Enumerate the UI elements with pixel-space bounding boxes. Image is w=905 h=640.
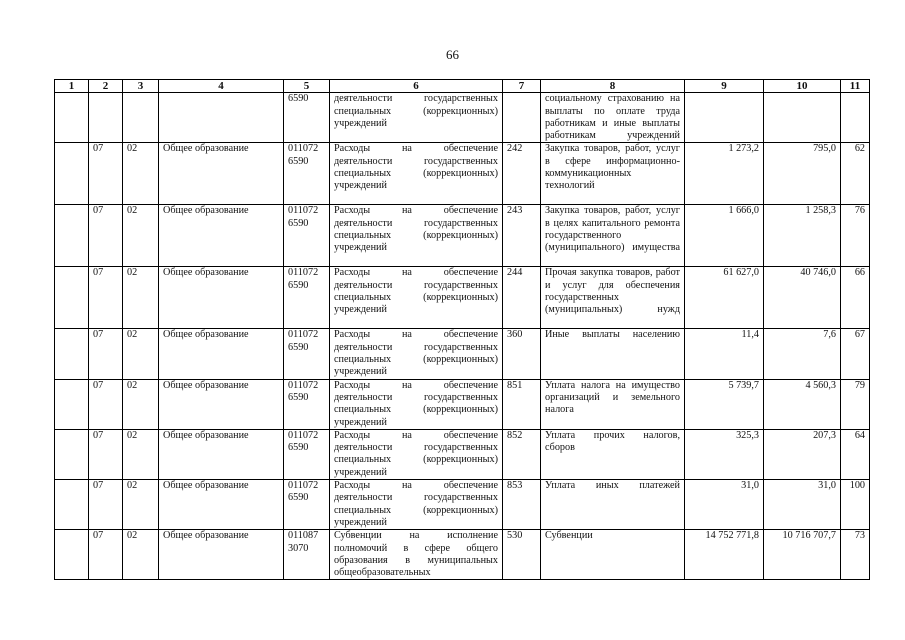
table-row — [55, 143, 870, 205]
cell-target-name: Субвенции на исполнение полномочий в сфере общего образования в муниципальных общеобразовательных — [330, 530, 503, 580]
cell-planned-amount: 14 752 771,8 — [685, 530, 764, 580]
cell-section: 07 — [89, 379, 123, 429]
cell-expense-name: Иные выплаты населению — [541, 329, 685, 379]
cell-target-name: деятельности государственных специальных (коррекционных) учреждений — [330, 93, 503, 143]
cell-section-name — [159, 93, 284, 143]
cell-executed-amount: 207,3 — [764, 429, 841, 479]
cell-subsection: 02 — [123, 143, 159, 205]
cell-subsection: 02 — [123, 205, 159, 267]
cell-execution-percent: 62 — [841, 143, 870, 205]
table-row — [55, 480, 870, 530]
col-header: 2 — [89, 80, 123, 93]
cell-execution-percent: 67 — [841, 329, 870, 379]
table-row — [55, 93, 870, 143]
cell-col1 — [55, 267, 89, 329]
cell-subsection: 02 — [123, 329, 159, 379]
cell-col1 — [55, 143, 89, 205]
cell-planned-amount — [685, 93, 764, 143]
cell-target-name: Расходы на обеспечение деятельности государственных специальных (коррекционных) учреждений — [330, 429, 503, 479]
table-row — [55, 530, 870, 580]
cell-target-code: 011072 6590 — [284, 329, 330, 379]
cell-subsection: 02 — [123, 379, 159, 429]
cell-expense-name: Закупка товаров, работ, услуг в сфере информационно-коммуникационных технологий — [541, 143, 685, 205]
cell-planned-amount: 325,3 — [685, 429, 764, 479]
cell-section — [89, 93, 123, 143]
cell-expense-name: Закупка товаров, работ, услуг в целях капитального ремонта государственного (муниципального) имущества — [541, 205, 685, 267]
cell-execution-percent: 79 — [841, 379, 870, 429]
cell-planned-amount: 5 739,7 — [685, 379, 764, 429]
table-row — [55, 429, 870, 479]
cell-target-name: Расходы на обеспечение деятельности государственных специальных (коррекционных) учреждений — [330, 379, 503, 429]
cell-col1 — [55, 379, 89, 429]
col-header: 7 — [503, 80, 541, 93]
col-header: 4 — [159, 80, 284, 93]
cell-target-code: 011072 6590 — [284, 267, 330, 329]
cell-executed-amount: 795,0 — [764, 143, 841, 205]
cell-col1 — [55, 205, 89, 267]
cell-planned-amount: 1 273,2 — [685, 143, 764, 205]
cell-execution-percent — [841, 93, 870, 143]
cell-expense-type: 243 — [503, 205, 541, 267]
col-header: 3 — [123, 80, 159, 93]
cell-section-name: Общее образование — [159, 429, 284, 479]
cell-subsection: 02 — [123, 480, 159, 530]
col-header: 5 — [284, 80, 330, 93]
cell-target-code: 6590 — [284, 93, 330, 143]
cell-executed-amount: 7,6 — [764, 329, 841, 379]
cell-execution-percent: 76 — [841, 205, 870, 267]
cell-expense-type: 360 — [503, 329, 541, 379]
cell-executed-amount: 10 716 707,7 — [764, 530, 841, 580]
cell-expense-name: Уплата прочих налогов, сборов — [541, 429, 685, 479]
cell-section: 07 — [89, 480, 123, 530]
cell-target-code: 011072 6590 — [284, 379, 330, 429]
cell-target-name: Расходы на обеспечение деятельности государственных специальных (коррекционных) учреждений — [330, 143, 503, 205]
cell-execution-percent: 100 — [841, 480, 870, 530]
page-number: 66 — [446, 47, 459, 62]
cell-section-name: Общее образование — [159, 205, 284, 267]
col-header: 9 — [685, 80, 764, 93]
col-header: 8 — [541, 80, 685, 93]
col-header: 1 — [55, 80, 89, 93]
cell-expense-type: 242 — [503, 143, 541, 205]
cell-section-name: Общее образование — [159, 379, 284, 429]
cell-col1 — [55, 480, 89, 530]
cell-expense-type — [503, 93, 541, 143]
cell-target-name: Расходы на обеспечение деятельности государственных специальных (коррекционных) учреждений — [330, 480, 503, 530]
cell-expense-name: Прочая закупка товаров, работ и услуг для обеспечения государственных (муниципальных) нужд — [541, 267, 685, 329]
col-header: 11 — [841, 80, 870, 93]
cell-section: 07 — [89, 429, 123, 479]
cell-executed-amount: 31,0 — [764, 480, 841, 530]
table-row — [55, 267, 870, 329]
cell-section: 07 — [89, 329, 123, 379]
col-header: 6 — [330, 80, 503, 93]
cell-executed-amount: 4 560,3 — [764, 379, 841, 429]
cell-target-name: Расходы на обеспечение деятельности государственных специальных (коррекционных) учреждений — [330, 267, 503, 329]
table-row — [55, 329, 870, 379]
cell-section-name: Общее образование — [159, 530, 284, 580]
cell-section-name: Общее образование — [159, 329, 284, 379]
cell-section: 07 — [89, 530, 123, 580]
cell-section-name: Общее образование — [159, 267, 284, 329]
cell-col1 — [55, 429, 89, 479]
cell-target-name: Расходы на обеспечение деятельности государственных специальных (коррекционных) учреждений — [330, 329, 503, 379]
cell-subsection — [123, 93, 159, 143]
cell-executed-amount — [764, 93, 841, 143]
cell-expense-name: социальному страхованию на выплаты по оплате труда работникам и иные выплаты работникам учреждений — [541, 93, 685, 143]
cell-expense-type: 851 — [503, 379, 541, 429]
cell-target-code: 011087 3070 — [284, 530, 330, 580]
cell-planned-amount: 31,0 — [685, 480, 764, 530]
cell-section-name: Общее образование — [159, 480, 284, 530]
table-row — [55, 379, 870, 429]
cell-section-name: Общее образование — [159, 143, 284, 205]
cell-expense-type: 244 — [503, 267, 541, 329]
cell-col1 — [55, 530, 89, 580]
col-header: 10 — [764, 80, 841, 93]
cell-expense-name: Субвенции — [541, 530, 685, 580]
cell-subsection: 02 — [123, 267, 159, 329]
cell-target-code: 011072 6590 — [284, 480, 330, 530]
cell-col1 — [55, 93, 89, 143]
table-row — [55, 205, 870, 267]
cell-target-code: 011072 6590 — [284, 205, 330, 267]
cell-execution-percent: 73 — [841, 530, 870, 580]
cell-target-name: Расходы на обеспечение деятельности государственных специальных (коррекционных) учреждений — [330, 205, 503, 267]
cell-execution-percent: 64 — [841, 429, 870, 479]
cell-expense-type: 852 — [503, 429, 541, 479]
cell-executed-amount: 40 746,0 — [764, 267, 841, 329]
header-row — [55, 80, 870, 93]
cell-planned-amount: 1 666,0 — [685, 205, 764, 267]
cell-target-code: 011072 6590 — [284, 429, 330, 479]
cell-execution-percent: 66 — [841, 267, 870, 329]
cell-planned-amount: 61 627,0 — [685, 267, 764, 329]
cell-target-code: 011072 6590 — [284, 143, 330, 205]
cell-expense-name: Уплата налога на имущество организаций и земельного налога — [541, 379, 685, 429]
cell-col1 — [55, 329, 89, 379]
cell-section: 07 — [89, 267, 123, 329]
cell-planned-amount: 11,4 — [685, 329, 764, 379]
cell-subsection: 02 — [123, 429, 159, 479]
cell-executed-amount: 1 258,3 — [764, 205, 841, 267]
cell-section: 07 — [89, 205, 123, 267]
cell-expense-name: Уплата иных платежей — [541, 480, 685, 530]
cell-expense-type: 853 — [503, 480, 541, 530]
cell-section: 07 — [89, 143, 123, 205]
budget-table — [54, 79, 870, 580]
cell-expense-type: 530 — [503, 530, 541, 580]
cell-subsection: 02 — [123, 530, 159, 580]
